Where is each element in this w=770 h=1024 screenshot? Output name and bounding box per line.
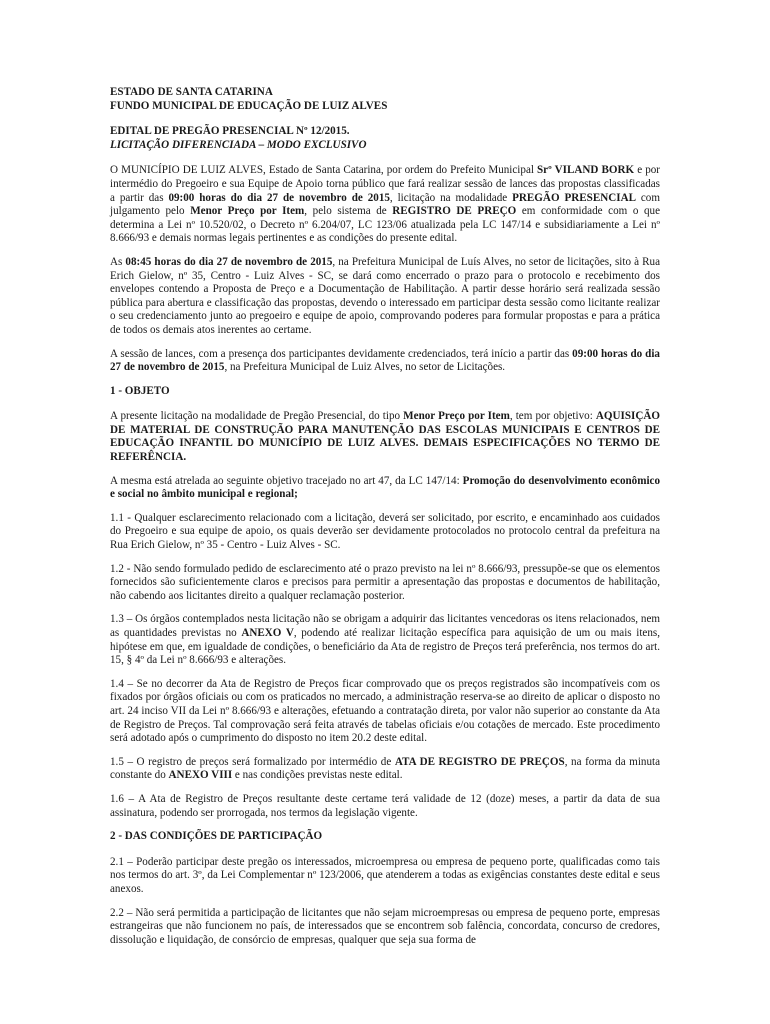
text-run: , na Prefeitura Municipal de Luís Alves, no setor de licitações, sito à Rua Erich Gielow, nº 35, Centro - Luiz Alves - SC, se dará como encerrado o prazo para o protocolo e recebimento dos envelopes contendo a Proposta de Preço e a Documentação de Habilitação. A partir desse horário será realizada sessão pública para abertura e classificação das propostas, devendo o interessado em participar desta sessão como licitante realizar o seu credenciamento junto ao pregoeiro e equipe de apoio, comprovando poderes para formular propostas e para a prática de todos os demais atos inerentes ao certame. bbox=[110, 255, 660, 336]
bold-text-run: ANEXO V bbox=[241, 627, 294, 639]
text-run: 1.5 – O registro de preços será formalizado por intermédio de bbox=[110, 755, 395, 768]
text-run: , na forma da minuta constante do bbox=[110, 755, 660, 782]
text-run: , tem por objetivo: bbox=[509, 410, 596, 423]
text-run: e nas condições previstas neste edital. bbox=[232, 769, 403, 782]
clause-1-3 bbox=[110, 613, 660, 667]
clause-1-6 bbox=[110, 793, 660, 820]
intro-paragraph-1 bbox=[110, 164, 660, 246]
bold-text-run: ATA DE REGISTRO DE PREÇOS bbox=[394, 755, 565, 768]
document-header bbox=[110, 86, 660, 113]
text-run: 1.2 - Não sendo formulado pedido de esclarecimento até o prazo previsto na lei nº 8.666/93, pressupõe-se que os elementos fornecidos são suficientemente claros e precisos para permitir a apresentação das propostas e documentos de habilitação, não cabendo aos licitantes direito a qualquer reclamação posterior. bbox=[110, 562, 660, 602]
bold-text-run: 08:45 horas do dia 27 de novembro de 2015 bbox=[125, 255, 333, 268]
bold-text-run: AQUISIÇÃO DE MATERIAL DE CONSTRUÇÃO PARA MANUTENÇÃO DAS ESCOLAS MUNICIPAIS E CENTROS DE EDUCAÇÃO INFANTIL DO MUNICÍPIO DE LUIZ ALVES. DEMAIS ESPECIFICAÇÕES NO TERMO DE REFERÊNCIA. bbox=[110, 410, 660, 464]
edital-title-block bbox=[110, 125, 660, 152]
text-run: 2.1 – Poderão participar deste pregão os interessados, microempresa ou empresa de pequeno porte, qualificadas como tais nos termos do art. 3º, da Lei Complementar nº 123/2006, que atenderem a todas as exigências constantes deste edital e seus anexos. bbox=[110, 855, 660, 895]
text-run: , licitação na modalidade bbox=[389, 191, 513, 204]
clause-2-1 bbox=[110, 856, 660, 897]
clause-1-2 bbox=[110, 563, 660, 604]
text-run: A presente licitação na modalidade de Pregão Presencial, do tipo bbox=[110, 410, 404, 423]
text-run: O MUNICÍPIO DE LUIZ ALVES, Estado de Santa Catarina, por ordem do Prefeito Municipal bbox=[110, 164, 538, 177]
text-run: , podendo até realizar licitação específica para aquisição de um ou mais itens, hipótese em que, em igualdade de condições, o beneficiário da Ata de registro de Preços terá preferência, nos termos do art. 15, § 4º da Lei nº 8.666/93 e alterações. bbox=[110, 627, 660, 667]
text-run: 1.1 - Qualquer esclarecimento relacionado com a licitação, deverá ser solicitado, por escrito, e encaminhado aos cuidados do Pregoeiro e sua equipe de apoio, os quais deverão ser devidamente protocolados no protocolo central da prefeitura na Rua Erich Gielow, nº 35 - Centro - Luiz Alves - SC. bbox=[110, 511, 660, 552]
text-run: 2.2 – Não será permitida a participação de licitantes que não sejam microempresas ou empresa de pequeno porte, empresas estrangeiras que não funcionem no país, de interessados que se encontrem sob falência, concordata, concurso de credores, dissolução e liquidação, de consórcio de empresas, qualquer que seja sua forma de bbox=[110, 906, 660, 946]
text-run: com julgamento pelo bbox=[110, 191, 660, 218]
section-heading-objeto: 1 - OBJETO bbox=[110, 384, 170, 397]
objetivo-paragraph bbox=[110, 475, 660, 502]
objeto-paragraph bbox=[110, 410, 660, 464]
bold-text-run: ANEXO VIII bbox=[168, 769, 233, 782]
header-state: ESTADO DE SANTA CATARINA bbox=[110, 86, 273, 98]
text-run: A sessão de lances, com a presença dos participantes devidamente credenciados, terá início a partir das bbox=[110, 347, 573, 360]
bold-text-run: PREGÃO PRESENCIAL bbox=[512, 191, 636, 204]
text-run: 1.6 – A Ata de Registro de Preços resultante deste certame terá validade de 12 (doze) meses, a partir da data de sua assinatura, podendo ser prorrogada, nos termos da legislação vigente. bbox=[110, 792, 660, 819]
clause-1-5 bbox=[110, 756, 660, 783]
edital-subtitle: LICITAÇÃO DIFERENCIADA – MODO EXCLUSIVO bbox=[110, 138, 367, 151]
text-run: A mesma está atrelada ao seguinte objetivo tracejado no art 47, da LC 147/14: bbox=[110, 474, 463, 487]
intro-paragraph-2 bbox=[110, 256, 660, 338]
clause-2-2 bbox=[110, 907, 660, 948]
text-run: 1.3 – Os órgãos contemplados nesta licitação não se obrigam a adquirir das licitantes vencedoras os itens relacionados, nem as quantidades previstas no bbox=[110, 613, 660, 639]
text-run: As bbox=[110, 255, 126, 268]
bold-text-run: Menor Preço por Item bbox=[190, 205, 305, 218]
text-run: 1.4 – Se no decorrer da Ata de Registro de Preços ficar comprovado que os preços registrados são incompatíveis com os fixados por órgãos oficiais ou com os praticados no mercado, a administração reserva-se ao direito de aplicar o disposto no art. 24 inciso VII da Lei nº 8.666/93 e alterações, efetuando a contratação direta, por valor não superior ao constante da Ata de Registro de Preços. Tal comprovação será feita através de tabelas oficiais e/ou cotações de mercado. Este procedimento será adotado após o cumprimento do disposto no item 20.2 deste edital. bbox=[110, 677, 660, 745]
text-run: e por intermédio do Pregoeiro e sua Equipe de Apoio torna público que fará realizar sessão de lances das propostas classificadas a partir das bbox=[110, 164, 660, 204]
clause-1-4 bbox=[110, 678, 660, 746]
intro-paragraph-3 bbox=[110, 348, 660, 375]
bold-text-run: Promoção do desenvolvimento econômico e social no âmbito municipal e regional; bbox=[110, 474, 660, 501]
text-run: em conformidade com o que determina a Lei nº 10.520/02, o Decreto nº 6.204/07, LC 123/06 atualizada pela LC 147/14 e subsidiariamente a Lei nº 8.666/93 e demais normas legais pertinentes e as condições do presente edital. bbox=[110, 205, 660, 245]
bold-text-run: 09:00 horas do dia 27 de novembro de 2015 bbox=[168, 191, 390, 204]
bold-text-run: REGISTRO DE PREÇO bbox=[392, 205, 517, 218]
bold-text-run: Srº VILAND BORK bbox=[537, 164, 635, 177]
edital-title: EDITAL DE PREGÃO PRESENCIAL Nº 12/2015. bbox=[110, 125, 350, 138]
text-run: , na Prefeitura Municipal de Luiz Alves, no setor de Licitações. bbox=[224, 361, 506, 374]
section-heading-participacao: 2 - DAS CONDIÇÕES DE PARTICIPAÇÃO bbox=[110, 830, 323, 843]
bold-text-run: Menor Preço por Item bbox=[403, 410, 510, 423]
clause-1-1 bbox=[110, 512, 660, 553]
bold-text-run: 09:00 horas do dia 27 de novembro de 2015 bbox=[110, 347, 660, 374]
text-run: , pelo sistema de bbox=[304, 205, 393, 218]
header-fund: FUNDO MUNICIPAL DE EDUCAÇÃO DE LUIZ ALVES bbox=[110, 99, 388, 112]
